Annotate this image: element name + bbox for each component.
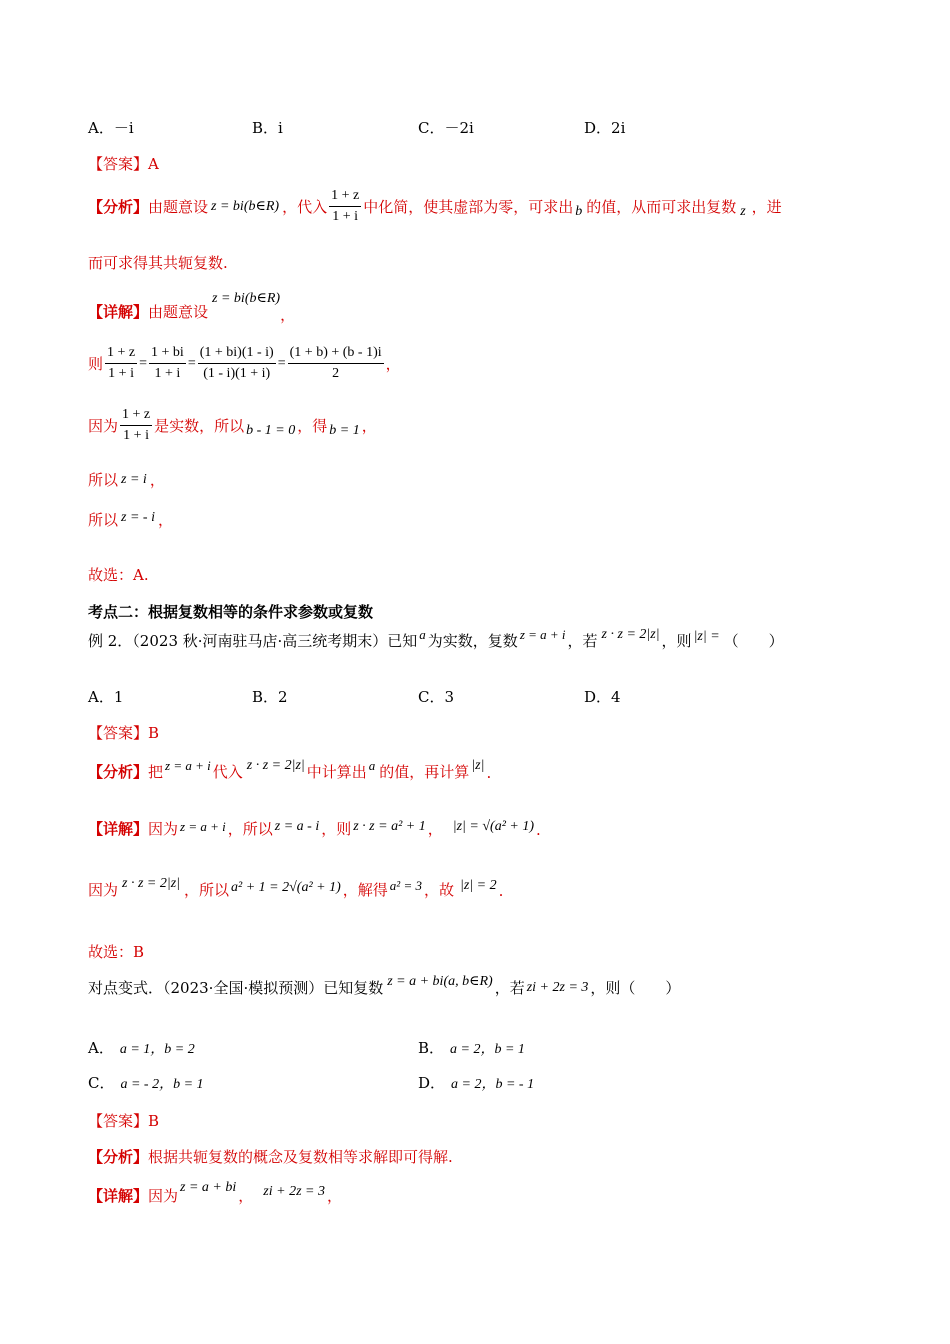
analysis-line <box>88 1146 453 1167</box>
text: 所以 <box>88 511 119 529</box>
text: 由题意设 <box>148 303 209 321</box>
text: 对点变式．（2023·全国·模拟预测）已知复数 <box>88 979 384 997</box>
text: ， <box>280 306 296 324</box>
text: 把 <box>148 763 164 781</box>
text: 为实数，复数 <box>427 632 518 650</box>
formula: b = 1 <box>329 422 360 438</box>
formula: |z| <box>471 758 485 773</box>
text: ， <box>385 355 401 373</box>
option-b: B．2 <box>252 688 288 706</box>
denominator: 1 + i <box>108 366 134 381</box>
numerator: 1 + z <box>105 343 137 364</box>
step-4 <box>88 509 173 530</box>
detail-line-2 <box>88 876 503 902</box>
formula: z = a - i <box>274 819 320 834</box>
formula: a² + 1 = 2√(a² + 1) <box>231 880 341 895</box>
text: ，则（ ） <box>590 979 681 997</box>
text: ，代入 <box>282 198 328 216</box>
option-d: D．4 <box>584 688 621 706</box>
text: ，所以 <box>184 881 230 899</box>
numerator: 1 + bi <box>149 343 186 364</box>
detail-label: 【详解】 <box>88 1187 149 1205</box>
numerator: (1 + b) + (b - 1)i <box>288 343 384 364</box>
choice: 故选：B <box>88 943 145 961</box>
text: 因为 <box>148 820 179 838</box>
formula: |z| = <box>693 629 720 644</box>
text: ，则 <box>661 632 692 650</box>
fraction <box>329 186 361 227</box>
denominator: (1 - i)(1 + i) <box>203 366 271 381</box>
variant-option-b <box>418 1037 525 1058</box>
denominator: 1 + i <box>123 428 149 443</box>
detail-line <box>88 818 541 841</box>
text: ，解得 <box>342 881 388 899</box>
formula: |z| = 2 <box>459 878 497 893</box>
text: 代入 <box>212 763 243 781</box>
formula: z = a + bi <box>180 1180 237 1195</box>
variant-stem <box>88 973 680 1000</box>
formula: z = a + i <box>180 819 226 834</box>
denominator: 1 + i <box>154 366 181 381</box>
detail-label: 【详解】 <box>88 303 149 321</box>
analysis-label: 【分析】 <box>88 198 149 216</box>
text: 的值，从而可求出复数 <box>586 198 737 216</box>
fraction <box>198 343 276 384</box>
analysis-line <box>88 186 782 227</box>
formula: z · z = 2|z| <box>246 758 305 773</box>
denominator: 1 + i <box>332 209 359 224</box>
formula: a = 2，b = 1 <box>450 1041 525 1057</box>
formula: z = a + i <box>165 758 211 773</box>
text: ， <box>361 417 377 435</box>
formula: b - 1 = 0 <box>246 422 296 438</box>
text: . <box>498 882 504 900</box>
text: 由题意设 <box>148 198 209 216</box>
answer: 【答案】B <box>88 724 160 742</box>
step-1: 则 $\frac{1 + z}{1 + i}$ = $\frac{1 + bi}{1 + i}$ = $\frac{(1 + bi)(1 - i)}{(1 - i)(1 + i)}$ = $\frac{(1 + b) + (b - 1)i}{2}$ ， <box>88 343 401 384</box>
detail-label: 【详解】 <box>88 820 149 838</box>
text: ， <box>157 511 173 529</box>
variant-option-a <box>88 1037 195 1058</box>
text: 的值，再计算 <box>379 763 470 781</box>
text: 则 <box>88 355 104 373</box>
text: 所以 <box>88 471 119 489</box>
fraction <box>105 343 137 384</box>
option-a: A．1 <box>88 688 124 706</box>
text: 根据共轭复数的概念及复数相等求解即可得解. <box>148 1148 453 1166</box>
answer: 【答案】B <box>88 1112 160 1130</box>
text: C． <box>88 1074 115 1092</box>
text: 是实数，所以 <box>154 417 245 435</box>
numerator: (1 + bi)(1 - i) <box>198 343 276 364</box>
text: A． <box>88 1039 114 1057</box>
option-b: B．i <box>252 119 283 137</box>
denominator: 2 <box>332 366 340 381</box>
formula: z = a + i <box>519 627 566 642</box>
choice: 故选：A. <box>88 566 149 584</box>
text: ，若 <box>567 632 598 650</box>
formula: |z| = √(a² + 1) <box>452 819 534 834</box>
var-b: b <box>575 203 583 219</box>
text: ， <box>427 820 443 838</box>
numerator: 1 + z <box>329 186 361 207</box>
text: （ ） <box>723 632 784 650</box>
formula: z = i <box>121 471 147 487</box>
formula: zi + 2z = 3 <box>526 980 589 995</box>
text: 因为 <box>88 417 119 435</box>
text: B． <box>418 1039 445 1057</box>
text: 中计算出 <box>306 763 367 781</box>
text: D． <box>418 1074 446 1092</box>
formula: a = 2，b = - 1 <box>451 1076 535 1092</box>
formula: a = - 2，b = 1 <box>120 1076 204 1092</box>
fraction <box>120 405 152 446</box>
analysis-line <box>88 758 491 784</box>
var-a: a <box>419 627 426 642</box>
text: ，所以 <box>227 820 273 838</box>
text: ， <box>149 471 165 489</box>
fraction <box>149 343 186 384</box>
formula: z = bi(b∈R) <box>211 199 280 214</box>
text: ，进 <box>751 198 782 216</box>
analysis-label: 【分析】 <box>88 763 149 781</box>
var-z: z <box>740 203 746 219</box>
formula: z = a + bi(a, b∈R) <box>387 974 493 989</box>
formula: a = 1，b = 2 <box>119 1041 195 1057</box>
text: ，若 <box>494 979 525 997</box>
detail-line <box>88 290 295 325</box>
text: ， <box>238 1187 254 1205</box>
text: 例 2．（2023 秋·河南驻马店·高三统考期末）已知 <box>88 632 418 650</box>
text: 因为 <box>88 881 119 899</box>
var-a: a <box>368 758 376 773</box>
analysis-label: 【分析】 <box>88 1148 149 1166</box>
step-2 <box>88 405 377 446</box>
analysis-line-2: 而可求得其共轭复数. <box>88 254 228 272</box>
text: 中化简，使其虚部为零，可求出 <box>363 198 574 216</box>
formula: z · z = 2|z| <box>601 627 660 642</box>
text: 因为 <box>148 1187 179 1205</box>
variant-option-c <box>88 1072 204 1093</box>
formula: a² = 3 <box>389 878 422 893</box>
answer: 【答案】A <box>88 155 159 173</box>
text: ，得 <box>297 417 328 435</box>
section-title: 考点二：根据复数相等的条件求参数或复数 <box>88 603 374 621</box>
text: . <box>486 764 492 782</box>
variant-option-d <box>418 1072 534 1093</box>
detail-line <box>88 1180 342 1208</box>
option-a: A．－i <box>88 119 134 137</box>
fraction <box>288 343 384 384</box>
formula: z · z = a² + 1 <box>353 819 426 834</box>
formula: z · z = 2|z| <box>122 876 181 891</box>
formula: z = bi(b∈R) <box>212 291 281 306</box>
example-2-stem <box>88 627 784 653</box>
step-3 <box>88 469 165 490</box>
formula: z = - i <box>121 510 155 525</box>
option-c: C．3 <box>418 688 455 706</box>
text: ，则 <box>321 820 352 838</box>
text: . <box>536 821 541 839</box>
option-c: C．－2i <box>418 119 474 137</box>
option-d: D．2i <box>584 119 626 137</box>
numerator: 1 + z <box>120 405 152 426</box>
formula: zi + 2z = 3 <box>263 1184 325 1199</box>
text: ，故 <box>423 881 454 899</box>
text: ， <box>326 1187 342 1205</box>
